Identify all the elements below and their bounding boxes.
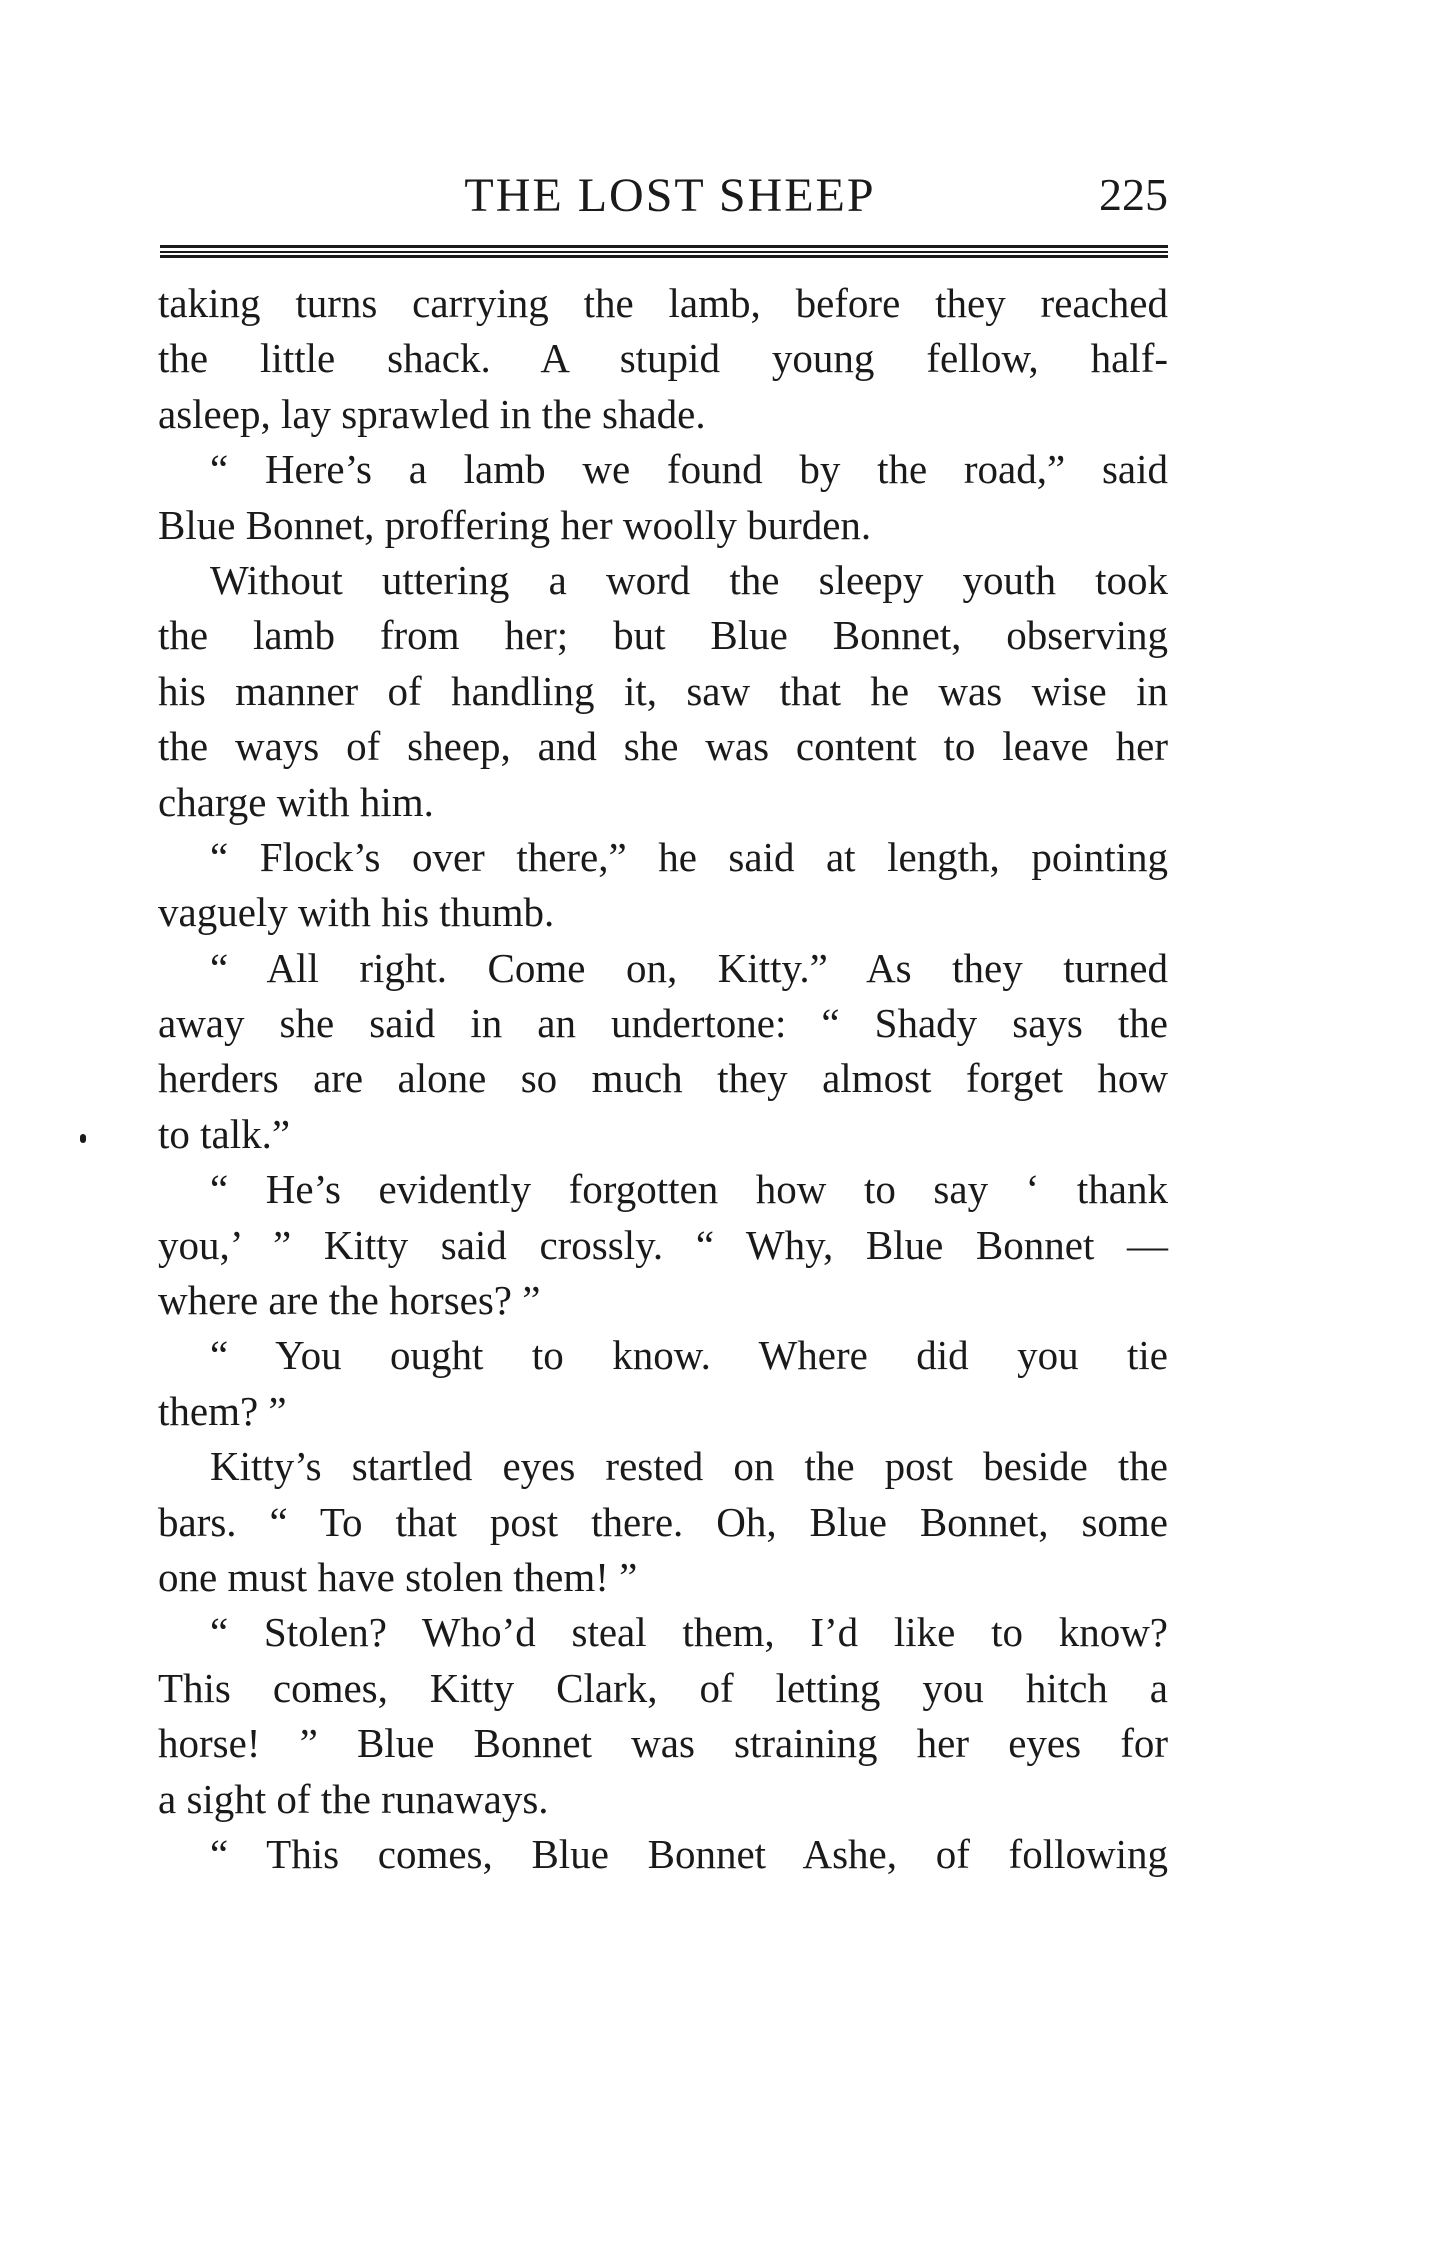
text-line: horse! ” Blue Bonnet was straining her eyes for	[158, 1720, 1168, 1767]
text-line: “ You ought to know. Where did you tie	[210, 1332, 1168, 1379]
text-line: Kitty’s startled eyes rested on the post beside the	[210, 1443, 1168, 1490]
text-line: vaguely with his thumb.	[158, 889, 555, 936]
page-number: 225	[1099, 169, 1168, 220]
running-header	[160, 168, 1168, 232]
text-line: bars. “ To that post there. Oh, Blue Bonnet, some	[158, 1498, 1168, 1545]
margin-speck	[80, 1134, 86, 1143]
text-line: the lamb from her; but Blue Bonnet, observing	[158, 612, 1168, 659]
text-line: asleep, lay sprawled in the shade.	[158, 390, 706, 437]
text-line: “ He’s evidently forgotten how to say ‘ thank	[210, 1166, 1168, 1213]
text-line: “ Here’s a lamb we found by the road,” said	[210, 446, 1168, 493]
text-line: you,’ ” Kitty said crossly. “ Why, Blue Bonnet —	[158, 1221, 1168, 1268]
text-line: “ Flock’s over there,” he said at length, pointing	[210, 833, 1168, 880]
text-line: taking turns carrying the lamb, before they reached	[158, 280, 1168, 326]
text-line: the ways of sheep, and she was content to leave her	[158, 723, 1168, 770]
text-line: a sight of the runaways.	[158, 1775, 549, 1822]
text-line: one must have stolen them! ”	[158, 1553, 638, 1600]
text-line: This comes, Kitty Clark, of letting you hitch a	[158, 1664, 1168, 1711]
text-line: herders are alone so much they almost forget how	[158, 1055, 1168, 1102]
text-line: Blue Bonnet, proffering her woolly burden.	[158, 501, 872, 548]
text-line: where are the horses? ”	[158, 1277, 541, 1324]
header-rule	[160, 245, 1168, 259]
text-line: the little shack. A stupid young fellow, half-	[158, 335, 1168, 382]
text-line: “ This comes, Blue Bonnet Ashe, of following	[210, 1830, 1168, 1877]
header-rule-line	[160, 245, 1168, 248]
running-title: THE LOST SHEEP	[464, 169, 876, 222]
text-line: “ All right. Come on, Kitty.” As they turned	[210, 944, 1168, 991]
text-line: to talk.”	[158, 1110, 291, 1157]
body-text	[158, 276, 1168, 1882]
header-rule-line	[160, 255, 1168, 258]
text-line: Without uttering a word the sleepy youth took	[210, 556, 1168, 603]
text-line: “ Stolen? Who’d steal them, I’d like to know?	[210, 1609, 1168, 1656]
text-line: his manner of handling it, saw that he was wise in	[158, 667, 1168, 714]
header-rule-line	[160, 251, 1168, 253]
text-line: away she said in an undertone: “ Shady says the	[158, 1000, 1168, 1047]
text-line: them? ”	[158, 1387, 287, 1434]
text-line: charge with him.	[158, 778, 434, 825]
